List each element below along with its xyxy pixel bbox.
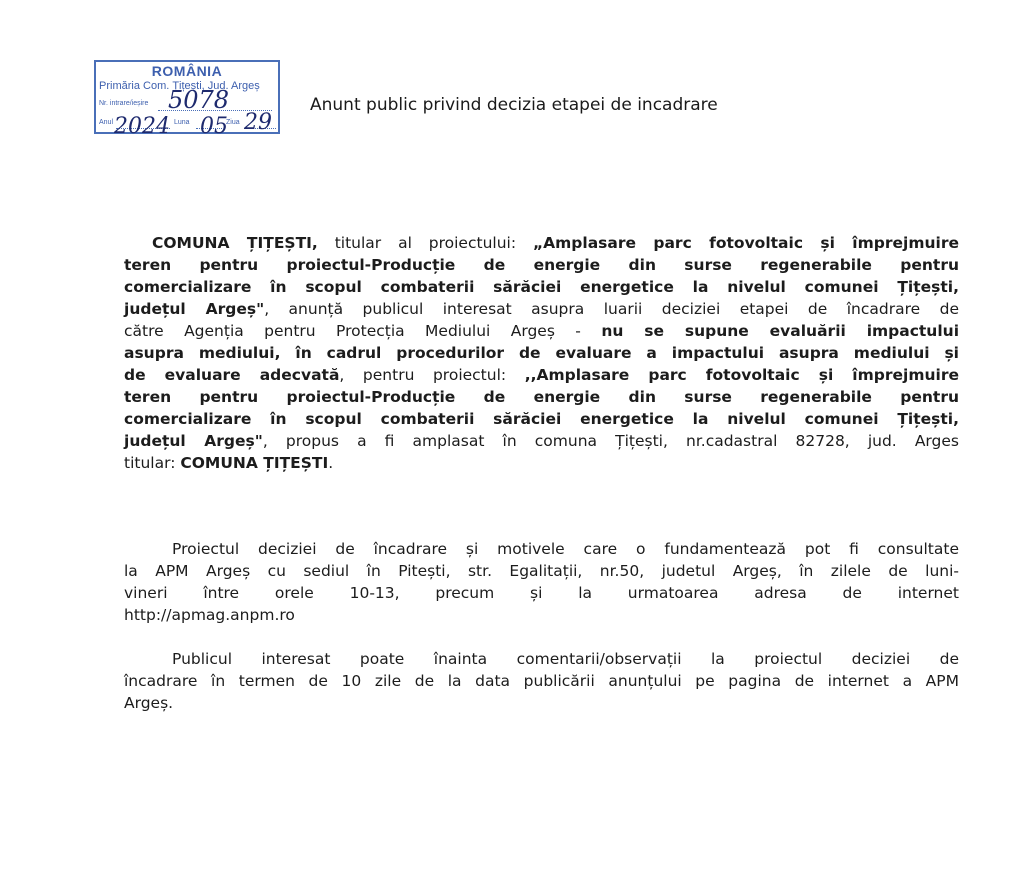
- text-fragment: județul Argeș": [124, 432, 263, 450]
- text-line: teren pentru proiectul-Producție de energie din surse regenerabile pentru: [124, 388, 959, 406]
- text-line: încadrare în termen de 10 zile de la data publicării anunțului pe pagina de internet a APM: [124, 672, 959, 690]
- project-title: „Amplasare parc fotovoltaic și împrejmuire: [532, 234, 959, 252]
- paragraph-announcement: [124, 232, 959, 474]
- text-line: vineri între orele 10-13, precum și la urmatoarea adresa de internet: [124, 584, 959, 602]
- titular-name: COMUNA ȚIȚEȘTI,: [152, 234, 318, 252]
- text-fragment: titular:: [124, 454, 181, 472]
- text-fragment: de evaluare adecvată: [124, 366, 340, 384]
- text-line: comercializare în scopul combaterii sărăciei energetice la nivelul comunei Țițești,: [124, 278, 959, 296]
- paragraph-consultation: [124, 538, 959, 626]
- text-fragment: .: [328, 454, 334, 472]
- stamp-label-number: Nr. intrare/ieșire: [99, 100, 149, 107]
- text-fragment: titular al proiectului:: [317, 234, 533, 252]
- stamp-label-day: Ziua: [226, 119, 240, 126]
- handwritten-year: 2024: [114, 114, 170, 139]
- stamp-label-year: Anul: [99, 119, 114, 126]
- text-line: comercializare în scopul combaterii sărăciei energetice la nivelul comunei Țițești,: [124, 410, 959, 428]
- stamp-label-month: Luna: [174, 119, 190, 126]
- text-line: Proiectul deciziei de încadrare și motivele care o fundamentează pot fi consultate: [172, 540, 959, 558]
- paragraph-comments: [124, 648, 959, 714]
- text-fragment: către Agenția pentru Protecția Mediului Argeș -: [124, 322, 602, 340]
- handwritten-day: 29: [244, 110, 272, 135]
- text-line: Argeș.: [124, 694, 174, 712]
- text-line: [124, 364, 959, 386]
- text-fragment: , anunță publicul interesat asupra luarii deciziei etapei de încadrare de: [264, 300, 959, 318]
- text-line: asupra mediului, în cadrul procedurilor de evaluare a impactului asupra mediului și: [124, 344, 959, 362]
- text-fragment: județul Argeș": [124, 300, 265, 318]
- website-link[interactable]: http://apmag.anpm.ro: [124, 606, 295, 624]
- text-fragment: , propus a fi amplasat în comuna Țițești, nr.cadastral 82728, jud. Arges: [262, 432, 959, 450]
- stamp-institution: Primăria Com. Țițești, Jud. Argeș: [99, 80, 260, 92]
- text-line: [124, 232, 959, 254]
- text-line: Publicul interesat poate înainta comentarii/observații la proiectul deciziei de: [172, 650, 959, 668]
- handwritten-month: 05: [200, 114, 228, 139]
- text-line: la APM Argeș cu sediul în Pitești, str. Egalitații, nr.50, judetul Argeș, în zilele de luni-: [124, 562, 959, 580]
- text-line: teren pentru proiectul-Producție de energie din surse regenerabile pentru: [124, 256, 959, 274]
- text-line: [124, 452, 959, 474]
- text-line: [124, 430, 959, 452]
- stamp-country: ROMÂNIA: [151, 63, 223, 79]
- project-title: ,,Amplasare parc fotovoltaic și împrejmuire: [524, 366, 959, 384]
- handwritten-registration-number: 5078: [168, 86, 230, 114]
- titular-name: COMUNA ȚIȚEȘTI: [180, 454, 329, 472]
- text-fragment: , pentru proiectul:: [339, 366, 525, 384]
- text-line: [124, 320, 959, 342]
- text-line: [124, 298, 959, 320]
- page-title: Anunt public privind decizia etapei de incadrare: [310, 95, 718, 115]
- decision-text: nu se supune evaluării impactului: [601, 322, 960, 340]
